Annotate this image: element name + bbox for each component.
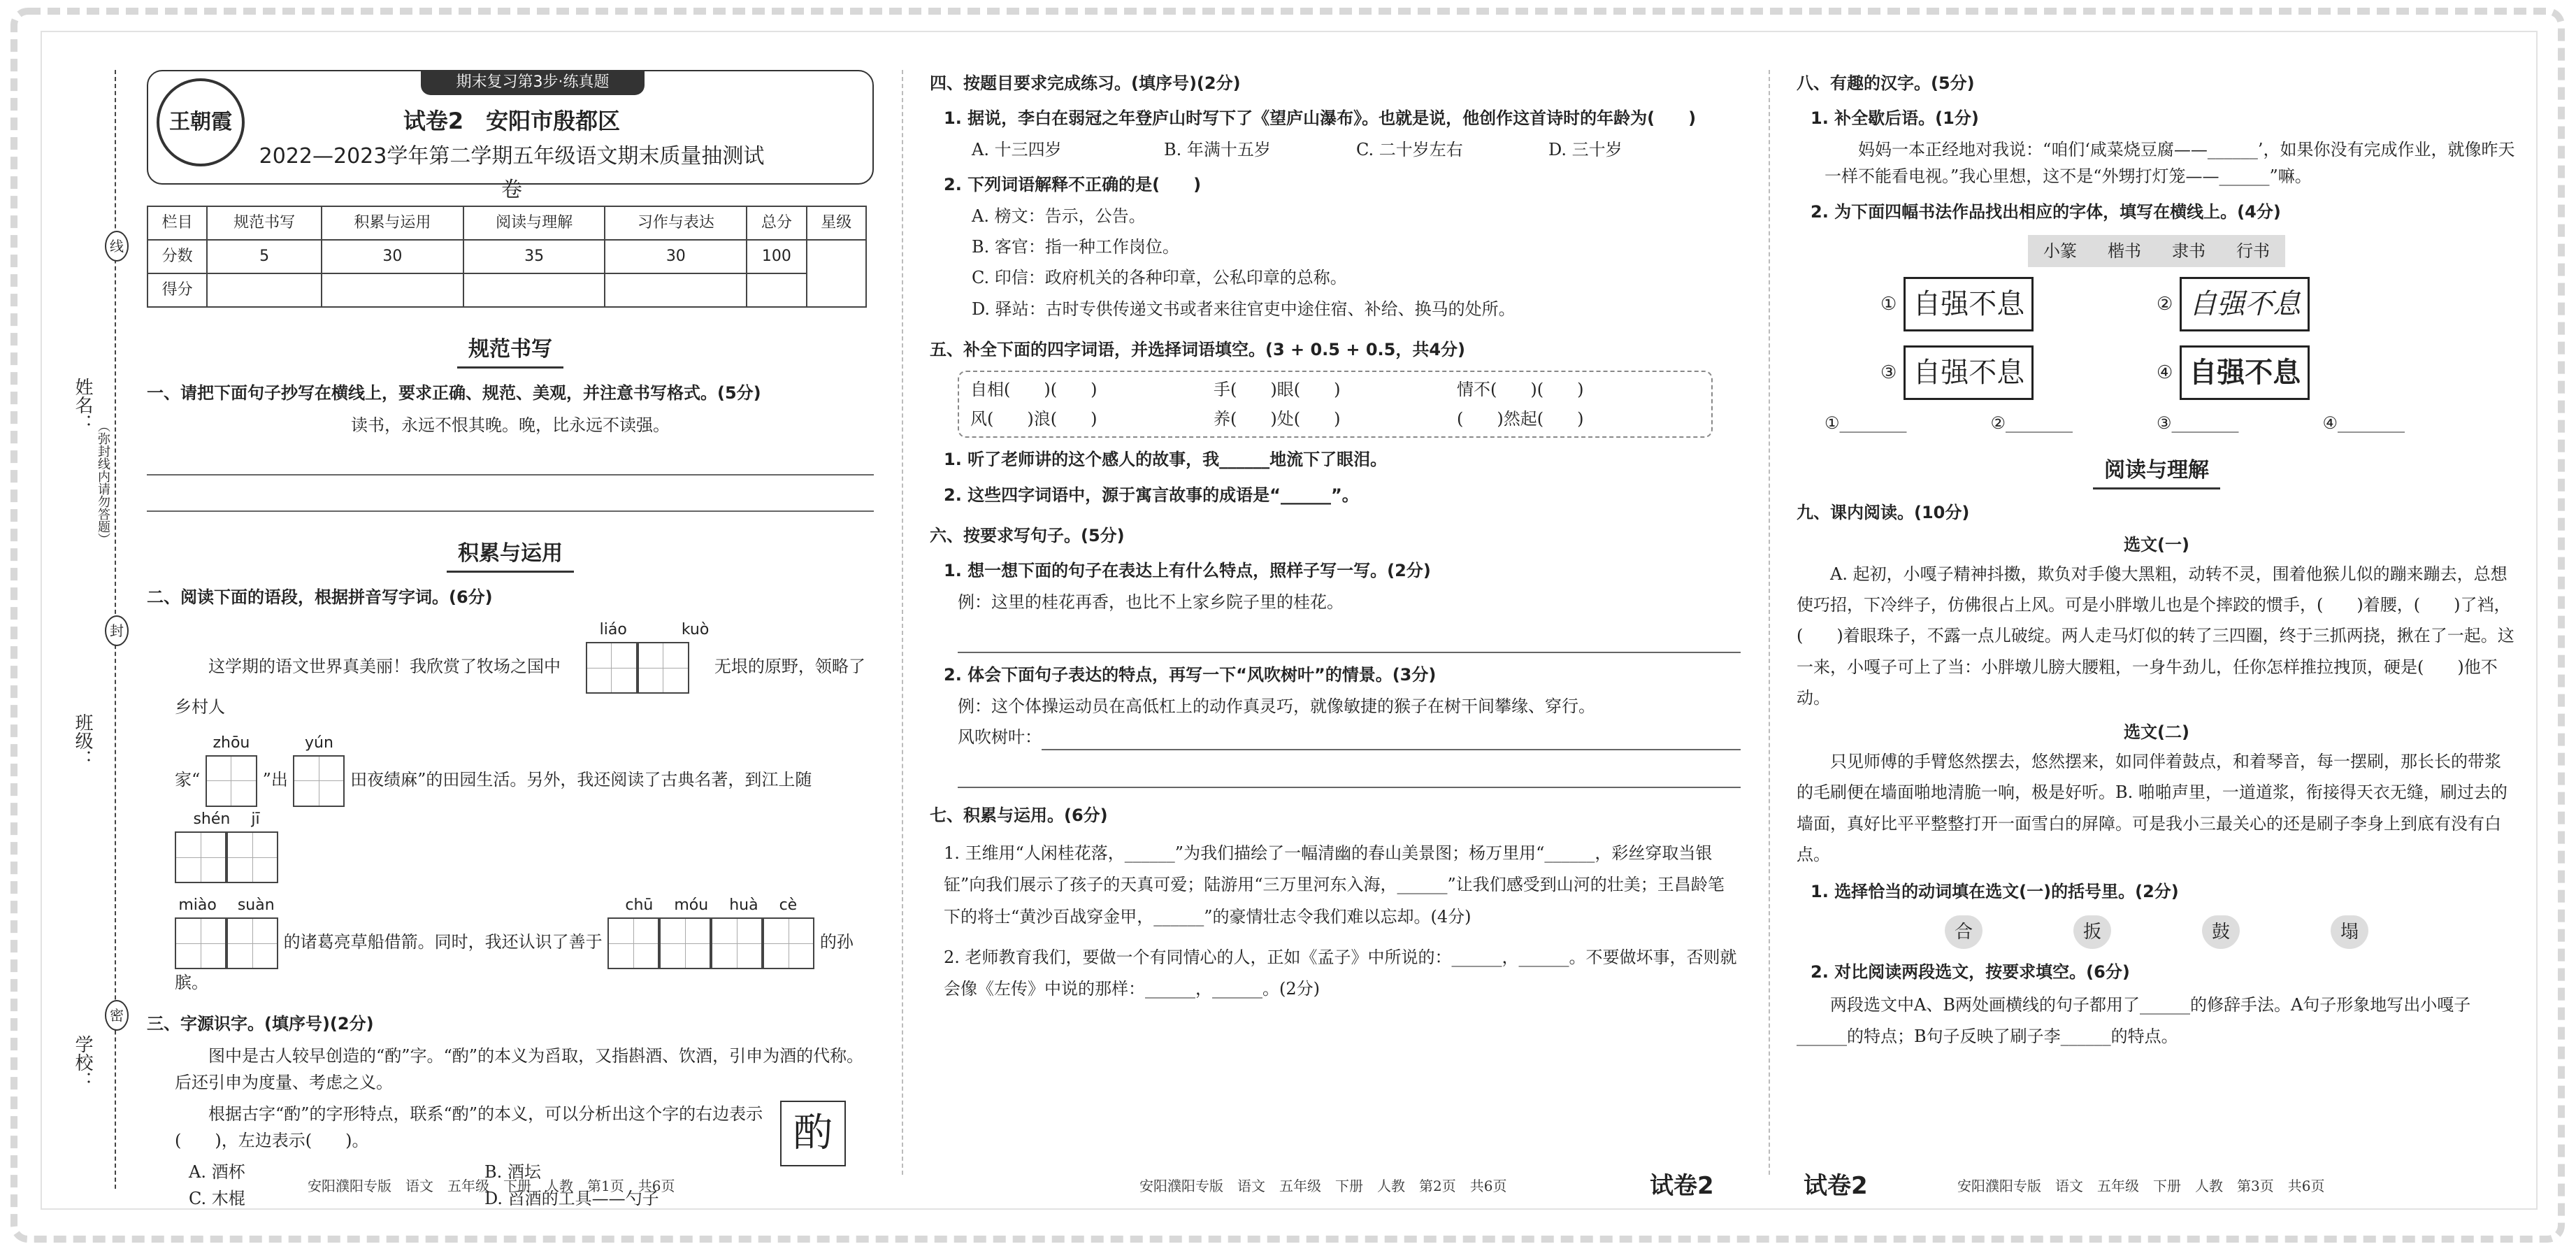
verb-option[interactable]: 鼓 bbox=[2202, 915, 2240, 949]
q2-line3: miào suàn 的诸葛亮草船借箭。同时，我还认识了善于 chū móu huà cè 的孙膑。 bbox=[175, 896, 854, 993]
question-9: 九、课内阅读。(10分) bbox=[1797, 502, 1970, 522]
option[interactable]: A. 榜文：告示，公告。 bbox=[972, 206, 1146, 226]
question-6: 六、按要求写句子。(5分) bbox=[930, 526, 1125, 546]
font-type: 楷书 bbox=[2092, 235, 2157, 267]
seal-char-mi: 密 bbox=[105, 1000, 129, 1031]
idiom-blank[interactable]: 养( )处( ) bbox=[1214, 408, 1341, 429]
score-table bbox=[147, 206, 867, 308]
verb-options bbox=[1797, 915, 2517, 949]
calligraphy-item: ③ 自强不息 bbox=[1880, 345, 2157, 400]
page-footer: 安阳濮阳专版 语文 五年级 下册 人教 第1页 共6页 bbox=[308, 1178, 675, 1194]
question-3: 三、字源识字。(填序号)(2分) bbox=[147, 1013, 374, 1034]
column-divider bbox=[902, 70, 905, 1175]
name-label: 姓名： bbox=[72, 378, 93, 432]
char-box[interactable] bbox=[607, 917, 659, 969]
q7-1[interactable]: 1. 王维用“人闲桂花落，______”为我们描绘了一幅清幽的春山美景图；杨万里用“______，彩丝穿取当银钲”向我们展示了孩子的天真可爱；陆游用“三万里河东入海，______”让我们感受到山河的壮美；王昌龄笔下的将士“黄沙百战穿金甲，______”的豪情壮志令我们难以忘却。(4分) bbox=[944, 843, 1725, 927]
question-1: 一、请把下面句子抄写在横线上，要求正确、规范、美观，并注意书写格式。(5分) bbox=[147, 383, 761, 403]
q3-para2: 根据古字“酌”的字形特点，联系“酌”的本义，可以分析出这个字的右边表示( )，左边表示( )。 bbox=[175, 1103, 763, 1151]
score-input-cell[interactable] bbox=[207, 273, 322, 307]
page-2 bbox=[930, 70, 1741, 1010]
step-tag: 期末复习第3步·练真题 bbox=[421, 70, 645, 95]
selection-text: 只见师傅的手臂悠然摆去，悠然摆来，如同伴着鼓点，和着琴音，每一摆刷，那长长的带浆的毛刷便在墙面啪地清脆一响，极是好听。B. 啪啪声里，一道道浆，衔接得天衣无缝，刷过去的墙面，真好比平平整整打开一面雪白的屏障。可是我小三最关心的还是刷子李身上到底有没有白点。 bbox=[1797, 751, 2507, 865]
calligraphy-item: ② 自强不息 bbox=[2157, 277, 2433, 331]
selection-title: 选文(二) bbox=[2124, 722, 2189, 743]
paper-number: 试卷2 bbox=[1650, 1172, 1714, 1200]
char-box[interactable] bbox=[206, 755, 257, 807]
verb-option[interactable]: 塌 bbox=[2331, 915, 2368, 949]
verb-option[interactable]: 合 bbox=[1945, 915, 1983, 949]
idiom-blank[interactable]: 自相( )( ) bbox=[970, 379, 1098, 399]
idiom-blank[interactable]: 手( )眼( ) bbox=[1214, 379, 1341, 399]
option[interactable]: D. 舀酒的工具——勺子 bbox=[484, 1189, 659, 1209]
score-cell: 阅读与理解 bbox=[463, 206, 605, 240]
q6-1: 1. 想一想下面的句子在表达上有什么特点，照样子写一写。(2分) bbox=[944, 561, 1431, 581]
calligraphy-grid bbox=[1880, 277, 2433, 400]
option[interactable]: B. 客官：指一种工作岗位。 bbox=[972, 236, 1179, 257]
char-box[interactable] bbox=[175, 831, 226, 883]
char-box[interactable] bbox=[638, 642, 689, 694]
seal-char-xian: 线 bbox=[105, 231, 129, 262]
score-cell: 规范书写 bbox=[207, 206, 322, 240]
score-cell[interactable] bbox=[807, 240, 866, 307]
verb-option[interactable]: 扳 bbox=[2073, 915, 2111, 949]
score-cell: 得分 bbox=[147, 273, 207, 307]
answer-blank[interactable]: ②________ bbox=[1990, 413, 2073, 434]
score-cell: 总分 bbox=[747, 206, 806, 240]
answer-blank[interactable]: ③________ bbox=[2157, 413, 2239, 434]
q5-1: 1. 听了老师讲的这个感人的故事，我______地流下了眼泪。 bbox=[944, 450, 1388, 470]
answer-line[interactable] bbox=[958, 620, 1741, 653]
section-title: 积累与运用 bbox=[147, 537, 874, 573]
exam-title: 试卷2 安阳市殷都区 bbox=[403, 108, 621, 134]
score-cell: 星级 bbox=[807, 206, 866, 240]
score-cell: 栏目 bbox=[147, 206, 207, 240]
char-box[interactable] bbox=[175, 917, 226, 969]
score-cell: 100 bbox=[747, 240, 806, 273]
score-input-cell[interactable] bbox=[747, 273, 806, 307]
publisher-logo: 王朝霞 bbox=[157, 78, 245, 166]
option[interactable]: A. 十三四岁 bbox=[972, 139, 1062, 159]
q3-para1: 图中是古人较早创造的“酌”字。“酌”的本义为舀取，又指斟酒、饮酒，引申为酒的代称。后还引申为度量、考虑之义。 bbox=[175, 1046, 864, 1093]
selection-title: 选文(一) bbox=[2124, 535, 2189, 555]
q6-2: 2. 体会下面句子表达的特点，再写一下“风吹树叶”的情景。(3分) bbox=[944, 665, 1437, 685]
score-input-cell[interactable] bbox=[463, 273, 605, 307]
section-title: 规范书写 bbox=[147, 333, 874, 369]
calligraphy-answers bbox=[1825, 410, 2489, 436]
answer-blank[interactable]: ④________ bbox=[2322, 413, 2405, 434]
q6-2-answer: 风吹树叶： bbox=[958, 724, 1741, 750]
column-divider bbox=[1769, 70, 1771, 1175]
score-cell: 35 bbox=[463, 240, 605, 273]
score-cell: 积累与运用 bbox=[322, 206, 463, 240]
q4-1-options bbox=[972, 136, 1741, 163]
q9-2-para[interactable]: 两段选文中A、B两处画横线的句子都用了______的修辞手法。A句子形象地写出小嘎子______的特点；B句子反映了刷子李______的特点。 bbox=[1797, 995, 2471, 1046]
q9-2: 2. 对比阅读两段选文，按要求填空。(6分) bbox=[1811, 962, 2130, 982]
q4-2: 2. 下列词语解释不正确的是( ) bbox=[944, 175, 1202, 195]
seal-char-feng: 封 bbox=[105, 615, 129, 646]
score-cell: 30 bbox=[322, 240, 463, 273]
class-label: 班级： bbox=[72, 713, 93, 768]
option[interactable]: B. 酒坛 bbox=[484, 1161, 541, 1182]
q8-1: 1. 补全歇后语。(1分) bbox=[1811, 108, 1979, 129]
idiom-blank[interactable]: ( )然起( ) bbox=[1457, 408, 1584, 429]
question-5: 五、补全下面的四字词语，并选择词语填空。(3 + 0.5 + 0.5，共4分) bbox=[930, 340, 1466, 360]
score-cell: 习作与表达 bbox=[605, 206, 747, 240]
q9-1: 1. 选择恰当的动词填在选文(一)的括号里。(2分) bbox=[1811, 882, 2179, 902]
font-type: 行书 bbox=[2221, 235, 2285, 267]
font-type: 小篆 bbox=[2028, 235, 2092, 267]
section-title: 阅读与理解 bbox=[1797, 454, 2517, 489]
option[interactable]: C. 木棍 bbox=[189, 1189, 245, 1209]
char-box[interactable] bbox=[226, 831, 278, 883]
calligraphy-item: ① 自强不息 bbox=[1880, 277, 2157, 331]
char-box[interactable] bbox=[226, 917, 278, 969]
q6-1-example: 例：这里的桂花再香，也比不上家乡院子里的桂花。 bbox=[958, 592, 1344, 612]
font-type: 隶书 bbox=[2157, 235, 2221, 267]
q4-1: 1. 据说，李白在弱冠之年登庐山时写下了《望庐山瀑布》。也就是说，他创作这首诗时的年龄为( ) bbox=[944, 108, 1697, 129]
selection-text: A. 起初，小嘎子精神抖擞，欺负对手傻大黑粗，动转不灵，围着他猴儿似的蹦来蹦去，总想使巧招，下冷绊子，仿佛很占上风。可是小胖墩儿也是个摔跤的惯手，( )着腰，( )了裆，( )着眼珠子，不露一点儿破绽。两人走马灯似的转了三四圈，终于三抓两挠，揪在了一起。这一来，小嘎子可上了当：小胖墩儿膀大腰粗，一身牛劲儿，任你怎样推拉拽顶，硬是( )他不动。 bbox=[1797, 564, 2514, 708]
paper-number: 试卷2 bbox=[1804, 1172, 1868, 1200]
page-footer: 安阳濮阳专版 语文 五年级 下册 人教 第2页 共6页 bbox=[1139, 1178, 1507, 1194]
calligraphy-item: ④ 自强不息 bbox=[2157, 345, 2433, 400]
score-input-cell[interactable] bbox=[605, 273, 747, 307]
question-7: 七、积累与运用。(6分) bbox=[930, 806, 1108, 826]
question-8: 八、有趣的汉字。(5分) bbox=[1797, 73, 1975, 93]
copy-sentence: 读书，永远不恨其晚。晚，比永远不读强。 bbox=[351, 415, 670, 436]
question-2: 二、阅读下面的语段，根据拼音写字词。(6分) bbox=[147, 587, 493, 607]
option[interactable]: B. 年满十五岁 bbox=[1164, 139, 1271, 159]
answer-line[interactable] bbox=[147, 478, 874, 512]
score-cell: 30 bbox=[605, 240, 747, 273]
answer-line[interactable] bbox=[958, 755, 1741, 788]
exam-subtitle: 2022—2023学年第二学期五年级语文期末质量抽测试卷 bbox=[259, 144, 765, 202]
q6-2-example: 例：这个体操运动员在高低杠上的动作真灵巧，就像敏捷的猴子在树干间攀缘、穿行。 bbox=[958, 696, 1595, 716]
answer-line[interactable] bbox=[1042, 724, 1741, 750]
pinyin-group: liáo kuò bbox=[566, 617, 710, 694]
idiom-box bbox=[958, 371, 1713, 438]
q8-2: 2. 为下面四幅书法作品找出相应的字体，填写在横线上。(4分) bbox=[1811, 201, 2281, 222]
option[interactable]: C. 印信：政府机关的各种印章，公私印章的总称。 bbox=[972, 268, 1347, 288]
char-box[interactable] bbox=[293, 755, 345, 807]
idiom-blank[interactable]: 情不( )( ) bbox=[1457, 379, 1584, 399]
q2-line1: 这学期的语文世界真美丽！我欣赏了牧场之国中 liáo kuò 无垠的原野，领略了乡村人 bbox=[175, 617, 874, 721]
seal-note: （弥封线内请勿答题） bbox=[96, 420, 110, 545]
option[interactable]: D. 三十岁 bbox=[1548, 139, 1622, 159]
q5-2: 2. 这些四字词语中，源于寓言故事的成语是“______”。 bbox=[944, 485, 1359, 505]
option[interactable]: C. 二十岁左右 bbox=[1356, 139, 1463, 159]
idiom-blank[interactable]: 风( )浪( ) bbox=[970, 408, 1098, 429]
exam-header bbox=[147, 70, 874, 202]
page-3 bbox=[1797, 70, 2517, 1052]
char-box[interactable] bbox=[763, 917, 814, 969]
answer-line[interactable] bbox=[147, 442, 874, 476]
option[interactable]: D. 驿站：古时专供传递文书或者来往官吏中途住宿、补给、换马的处所。 bbox=[972, 299, 1516, 319]
ancient-glyph: 酌 bbox=[780, 1101, 846, 1166]
option[interactable]: A. 酒杯 bbox=[189, 1161, 245, 1182]
font-type-list bbox=[1797, 235, 2517, 267]
seal-column bbox=[63, 70, 124, 1189]
answer-blank[interactable]: ①________ bbox=[1825, 413, 1907, 434]
question-4: 四、按题目要求完成练习。(填序号)(2分) bbox=[930, 73, 1241, 93]
q8-1-para[interactable]: 妈妈一本正经地对我说：“咱们‘咸菜烧豆腐——______’，如果你没有完成作业，就像昨天一样不能看电视。”我心里想，这不是“外甥打灯笼——______”嘛。 bbox=[1825, 139, 2515, 187]
score-input-cell[interactable] bbox=[322, 273, 463, 307]
score-cell: 5 bbox=[207, 240, 322, 273]
page-1 bbox=[147, 70, 874, 1212]
char-box[interactable] bbox=[586, 642, 638, 694]
school-label: 学校： bbox=[72, 1035, 93, 1089]
q2-line2: 家“ zhōu ”出 yún 田夜绩麻”的田园生活。另外，我还阅读了古典名著，到江上随 shén jī bbox=[175, 731, 874, 883]
q7-2[interactable]: 2. 老师教育我们，要做一个有同情心的人，正如《孟子》中所说的：______，______。不要做坏事，否则就会像《左传》中说的那样：______，______。(2分) bbox=[944, 947, 1737, 999]
char-box[interactable] bbox=[659, 917, 711, 969]
page-footer: 安阳濮阳专版 语文 五年级 下册 人教 第3页 共6页 bbox=[1957, 1178, 2325, 1194]
score-cell: 分数 bbox=[147, 240, 207, 273]
char-box[interactable] bbox=[711, 917, 763, 969]
